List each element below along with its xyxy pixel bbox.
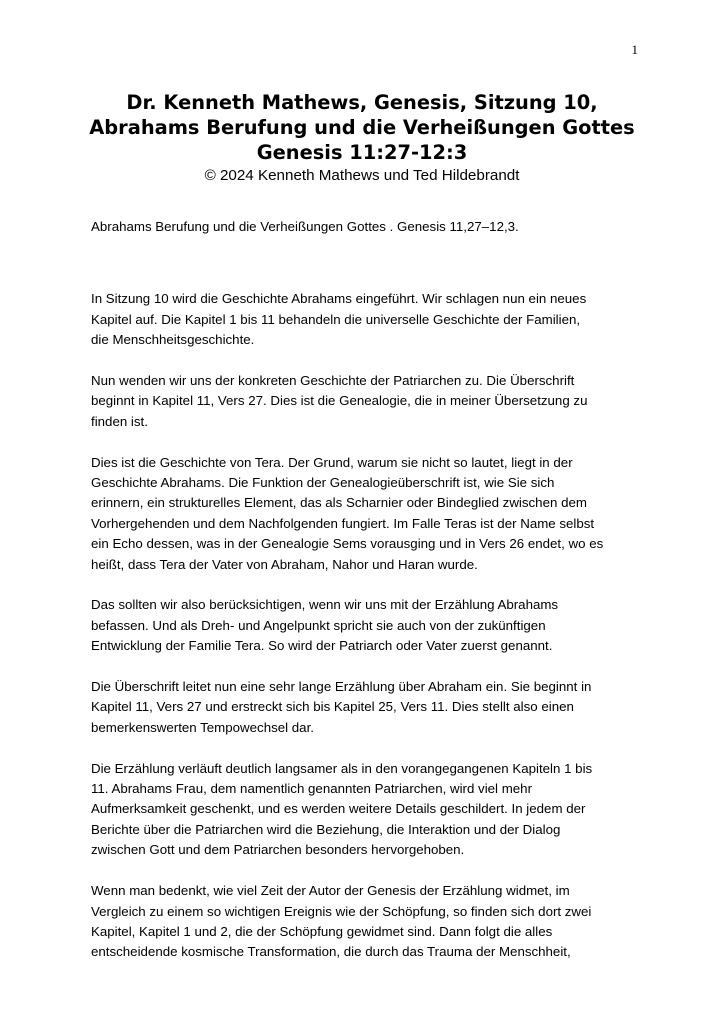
paragraph-line: Dies ist die Geschichte von Tera. Der Grund, warum sie nicht so lautet, liegt in der (91, 454, 573, 470)
paragraph (91, 677, 651, 738)
paragraph-line: entscheidende kosmische Transformation, die durch das Trauma der Menschheit, (91, 944, 571, 960)
paragraph-line: Geschichte Abrahams. Die Funktion der Genealogieüberschrift ist, wie Sie sich (91, 475, 555, 491)
paragraph-line: Entwicklung der Familie Tera. So wird der Patriarch oder Vater zuerst genannt. (91, 638, 553, 654)
paragraph-line: Aufmerksamkeit geschenkt, und es werden weitere Details geschildert. In jedem der (91, 801, 586, 817)
paragraph-line: Das sollten wir also berücksichtigen, wenn wir uns mit der Erzählung Abrahams (91, 597, 559, 613)
paragraph-line: finden ist. (91, 413, 148, 429)
title-line: Abrahams Berufung und die Verheißungen Gottes (89, 116, 635, 139)
title-line: Dr. Kenneth Mathews, Genesis, Sitzung 10, (126, 91, 598, 114)
title-line: Genesis 11:27-12:3 (256, 141, 468, 164)
paragraph (91, 881, 651, 963)
copyright-notice: © 2024 Kenneth Mathews und Ted Hildebrandt (204, 167, 520, 184)
paragraph-line: Wenn man bedenkt, wie viel Zeit der Autor der Genesis der Erzählung widmet, im (91, 883, 570, 899)
paragraph-line: In Sitzung 10 wird die Geschichte Abrahams eingeführt. Wir schlagen nun ein neues (91, 291, 587, 307)
page-number: 1 (631, 42, 638, 57)
paragraph-line: Vergleich zu einem so wichtigen Ereignis wie der Schöpfung, so finden sich dort zwei (91, 903, 592, 919)
paragraph-line: heißt, dass Tera der Vater von Abraham, Nahor und Haran wurde. (91, 556, 478, 572)
paragraph (91, 289, 651, 350)
subheading: Abrahams Berufung und die Verheißungen Gottes . Genesis 11,27–12,3. (91, 219, 519, 234)
paragraph-line: bemerkenswerten Tempowechsel dar. (91, 719, 314, 735)
paragraph-line: Die Überschrift leitet nun eine sehr lange Erzählung über Abraham ein. Sie beginnt in (91, 679, 592, 695)
paragraph-line: ein Echo dessen, was in der Genealogie Sems vorausging und in Vers 26 endet, wo es (91, 536, 604, 552)
paragraph-line: Kapitel 11, Vers 27 und erstreckt sich bis Kapitel 25, Vers 11. Dies stellt also einen (91, 699, 574, 715)
paragraph-line: erinnern, ein strukturelles Element, das als Scharnier oder Bindeglied zwischen dem (91, 495, 587, 511)
paragraph-line: Berichte über die Patriarchen wird die Beziehung, die Interaktion und der Dialog (91, 821, 561, 837)
paragraph-line: Die Erzählung verläuft deutlich langsamer als in den vorangegangenen Kapiteln 1 bis (91, 760, 593, 776)
paragraph-line: Kapitel, Kapitel 1 und 2, die der Schöpfung gewidmet sind. Dann folgt die alles (91, 923, 553, 939)
document-header (88, 90, 636, 186)
paragraph-line: Vorhergehenden und dem Nachfolgenden fungiert. Im Falle Teras ist der Name selbst (91, 515, 595, 531)
paragraph-line: zwischen Gott und dem Patriarchen besonders hervorgehoben. (91, 842, 465, 858)
paragraph (91, 371, 651, 432)
paragraph (91, 453, 651, 575)
paragraph (91, 595, 651, 656)
document-body (91, 217, 651, 983)
paragraph-line: befassen. Und als Dreh- und Angelpunkt spricht sie auch von der zukünftigen (91, 617, 546, 633)
paragraph (91, 759, 651, 861)
paragraph-line: Nun wenden wir uns der konkreten Geschichte der Patriarchen zu. Die Überschrift (91, 373, 575, 389)
paragraph-line: Kapitel auf. Die Kapitel 1 bis 11 behandeln die universelle Geschichte der Familien, (91, 311, 581, 327)
paragraph-line: die Menschheitsgeschichte. (91, 332, 255, 348)
paragraph-list (91, 289, 651, 962)
paragraph-line: beginnt in Kapitel 11, Vers 27. Dies ist die Genealogie, die in meiner Übersetzung zu (91, 393, 588, 409)
paragraph-line: 11. Abrahams Frau, dem namentlich genannten Patriarchen, wird viel mehr (91, 781, 532, 797)
